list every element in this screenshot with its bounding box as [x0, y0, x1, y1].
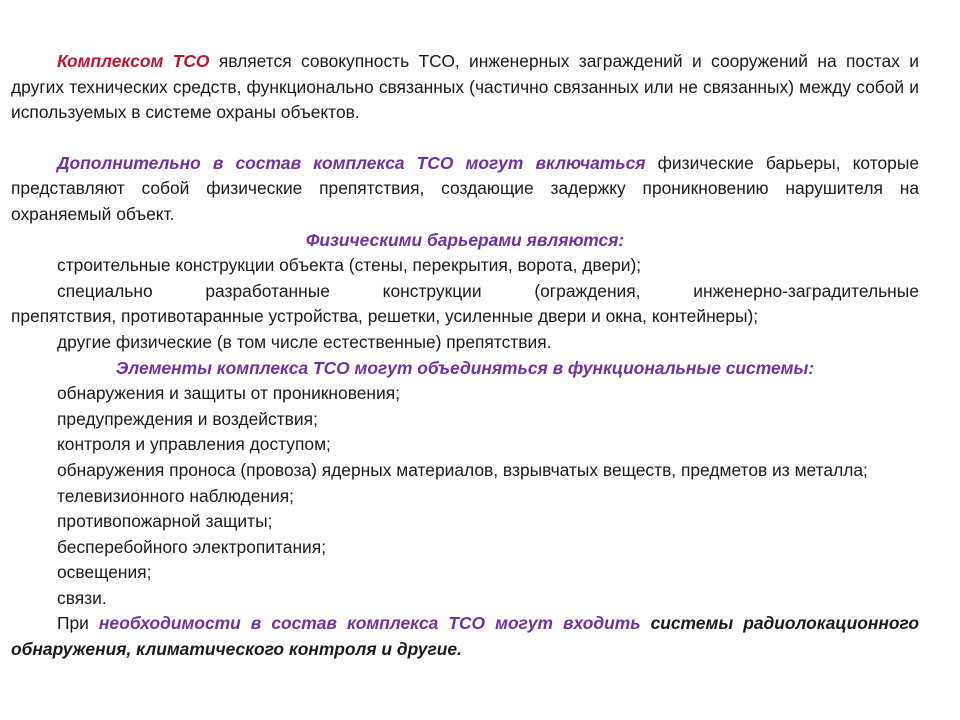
additional-lead: Дополнительно в состав комплекса ТСО могут включаться	[57, 152, 646, 173]
paragraph-additional	[11, 151, 919, 228]
paragraph-definition	[11, 49, 919, 126]
final-bold-text: системы радиолокационного обнаружения, климатического контроля и другие.	[11, 613, 919, 660]
system-item: освещения;	[57, 562, 152, 583]
document-body	[11, 49, 919, 663]
barrier-item-2-word: разработанные	[205, 280, 330, 301]
system-item: связи.	[57, 587, 107, 608]
paragraph-final	[11, 611, 919, 662]
system-item: телевизионного наблюдения;	[57, 485, 294, 506]
barrier-item-2-word: (ограждения,	[534, 280, 641, 301]
final-purple-text: необходимости в состав комплекса ТСО могут входить	[98, 613, 641, 634]
barrier-item-2-word: инженерно-заградительные	[693, 280, 919, 301]
system-item: контроля и управления доступом;	[57, 434, 331, 455]
systems-heading: Элементы комплекса ТСО могут объединяться в функциональные системы:	[115, 357, 815, 378]
definition-text: является совокупность ТСО, инженерных заграждений и сооружений на постах и других технических средств, функционально связанных (частично связанных или не связанных) между собой и используемых в системе охраны объектов.	[11, 51, 919, 123]
system-item: обнаружения и защиты от проникновения;	[57, 383, 400, 404]
additional-text: физические барьеры, которые представляют собой физические препятствия, создающие задержку проникновению нарушителя на охраняемый объект.	[11, 152, 919, 224]
barrier-item-2-word: конструкции	[382, 280, 482, 301]
system-item: бесперебойного электропитания;	[57, 536, 327, 557]
system-item: предупреждения и воздействия;	[57, 408, 318, 429]
barrier-item-2-word: специально	[57, 280, 153, 301]
barrier-item-1: строительные конструкции объекта (стены, перекрытия, ворота, двери);	[57, 255, 642, 276]
definition-term: Комплексом ТСО	[57, 51, 210, 71]
final-prefix: При	[57, 613, 99, 634]
system-item: противопожарной защиты;	[57, 511, 273, 532]
barrier-item-3: другие физические (в том числе естественные) препятствия.	[57, 331, 552, 352]
paragraph-gap	[11, 126, 919, 151]
system-item: обнаружения проноса (провоза) ядерных материалов, взрывчатых веществ, предметов из металла;	[57, 459, 868, 480]
barrier-item-2-first-line	[11, 279, 919, 305]
barriers-heading: Физическими барьерами являются:	[305, 229, 625, 250]
barrier-item-2-rest: препятствия, противотаранные устройства, решетки, усиленные двери и окна, контейнеры);	[11, 306, 759, 327]
